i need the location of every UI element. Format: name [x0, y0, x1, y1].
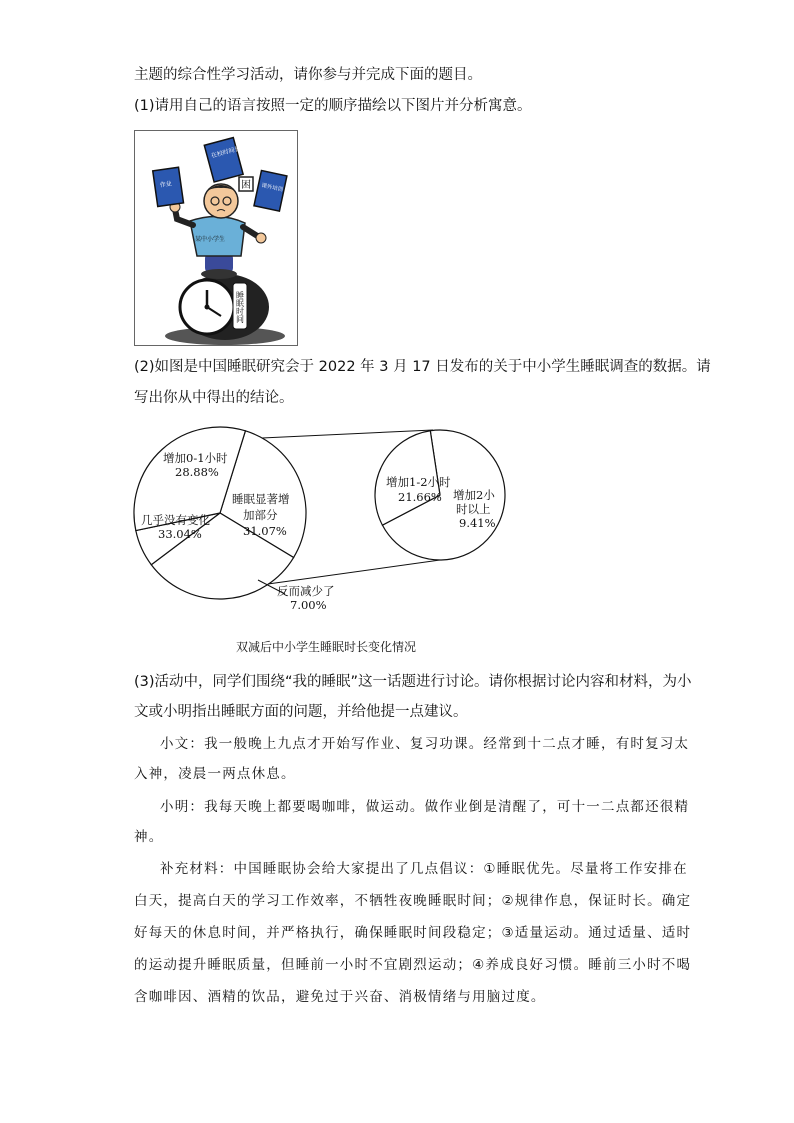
label-d-value: 7.00% [290, 598, 327, 612]
label-c-name: 几乎没有变化 [141, 513, 210, 527]
question-1: (1)请用自己的语言按照一定的顺序描绘以下图片并分析寓意。 [134, 98, 532, 114]
xiaowen-line1: 小文：我一般晚上九点才开始写作业、复习功课。经常到十二点才睡，有时复习太 [160, 736, 690, 752]
xiaoming-line1: 小明：我每天晚上都要喝咖啡，做运动。做作业倒是清醒了，可十一二点都还很精 [160, 799, 690, 815]
label-a-name: 增加0-1小时 [163, 451, 228, 465]
wheel-label: 睡眠时间 [235, 291, 245, 323]
question-2-line2: 写出你从中得出的结论。 [134, 390, 294, 406]
connector-top [262, 430, 433, 438]
question-3-line2: 文或小明指出睡眠方面的问题，并给他提一点建议。 [134, 704, 468, 720]
book-right-title: 课外培训 [260, 182, 284, 194]
material-line1: 补充材料：中国睡眠协会给大家提出了几点倡议：①睡眠优先。尽量将工作安排在 [160, 861, 688, 877]
chart-caption: 双减后中小学生睡眠时长变化情况 [236, 640, 417, 654]
speech-text: 困 [241, 180, 251, 191]
book-top-title: 在校时间长 [210, 145, 242, 160]
book-left-title: 作业 [159, 180, 173, 189]
intro-line: 主题的综合性学习活动，请你参与并完成下面的题目。 [134, 67, 482, 83]
xiaoming-line2: 神。 [134, 829, 164, 845]
label-d-name: 反而减少了 [277, 584, 335, 598]
question-2-line1: (2)如图是中国睡眠研究会于 2022 年 3 月 17 日发布的关于中小学生睡眠调查的数据。请 [134, 359, 711, 375]
label-b-name1: 睡眠显著增 [232, 492, 290, 506]
label-f-value: 9.41% [459, 516, 496, 530]
label-b-value: 31.07% [243, 524, 287, 538]
material-line4: 的运动提升睡眠质量，但睡前一小时不宜剧烈运动；④养成良好习惯。睡前三小时不喝 [134, 957, 692, 973]
label-b-name2: 加部分 [243, 508, 278, 522]
label-e-value: 21.66% [398, 490, 442, 504]
label-a-value: 28.88% [175, 465, 219, 479]
shirt-text: 某中小学生 [195, 236, 226, 243]
material-line2: 白天，提高白天的学习工作效率，不牺牲夜晚睡眠时间；②规律作息，保证时长。确定 [134, 893, 692, 909]
label-c-value: 33.04% [158, 527, 202, 541]
label-e-name: 增加1-2小时 [386, 475, 451, 489]
connector-bottom [268, 560, 440, 584]
label-f-name2: 时以上 [456, 502, 491, 516]
question-3-line1: (3)活动中，同学们围绕“我的睡眠”这一话题进行讨论。请你根据讨论内容和材料，为小 [134, 674, 692, 690]
xiaowen-line2: 入神，凌晨一两点休息。 [134, 766, 296, 782]
label-f-name1: 增加2小 [453, 488, 495, 502]
material-line5: 含咖啡因、酒精的饮品，避免过于兴奋、消极情绪与用脑过度。 [134, 989, 546, 1005]
material-line3: 好每天的休息时间，并严格执行，确保睡眠时间段稳定；③适量运动。通过适量、适时 [134, 925, 692, 941]
